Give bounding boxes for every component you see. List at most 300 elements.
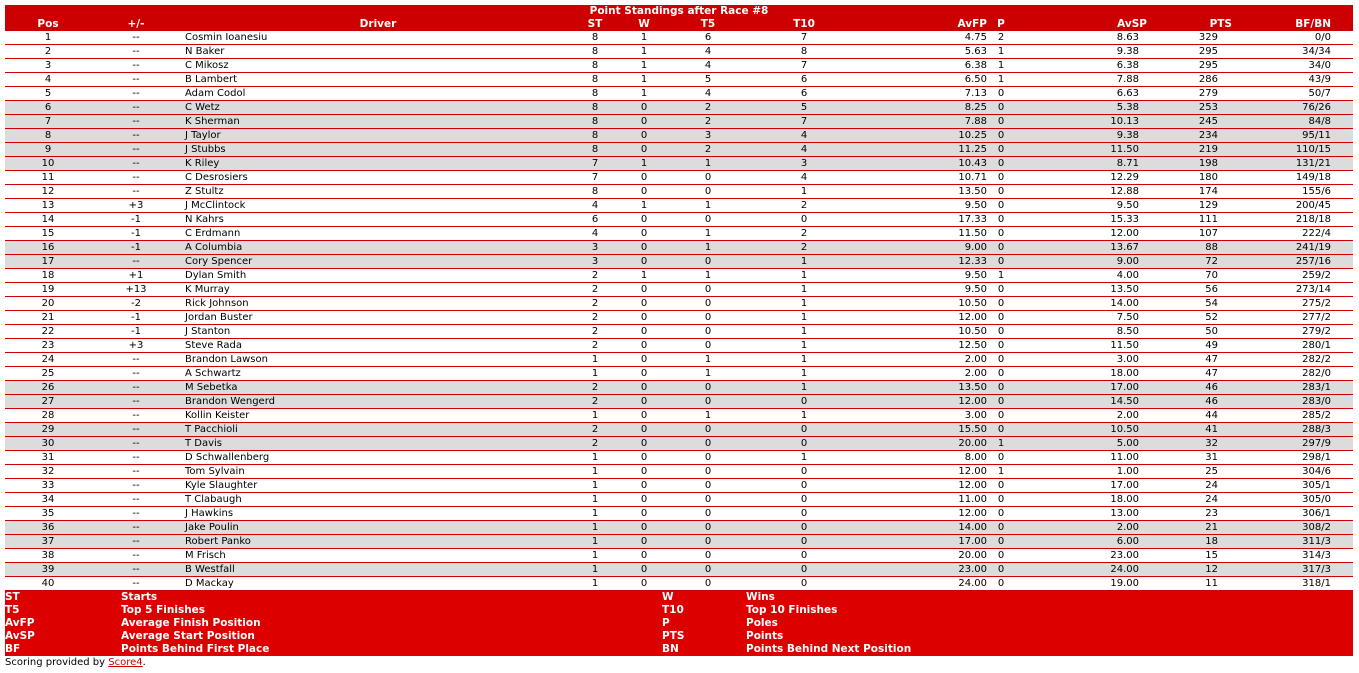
cell-t10: 0: [743, 493, 865, 507]
cell-bfbn: 259/2: [1232, 269, 1353, 283]
cell-t5: 0: [673, 535, 743, 549]
legend-abbr1: ST: [5, 591, 20, 603]
cell-t5: 3: [673, 129, 743, 143]
cell-avfp: 10.43: [865, 157, 987, 171]
cell-st: 1: [575, 521, 615, 535]
cell-t5: 0: [673, 381, 743, 395]
cell-t10: 0: [743, 395, 865, 409]
cell-t10: 1: [743, 409, 865, 423]
cell-pts: 279: [1147, 87, 1232, 101]
cell-driver: Kyle Slaughter: [181, 479, 575, 493]
cell-avsp: 14.50: [1015, 395, 1147, 409]
legend-abbr1: T5: [5, 604, 20, 616]
cell-st: 8: [575, 59, 615, 73]
cell-driver: Tom Sylvain: [181, 465, 575, 479]
cell-pts: 25: [1147, 465, 1232, 479]
score4-link[interactable]: Score4: [108, 657, 143, 668]
cell-pos: 35: [5, 507, 91, 521]
cell-avsp: 19.00: [1015, 577, 1147, 591]
legend-row: [5, 604, 1353, 617]
cell-change: --: [91, 45, 181, 59]
cell-w: 0: [615, 409, 673, 423]
cell-driver: D Mackay: [181, 577, 575, 591]
cell-avfp: 9.50: [865, 283, 987, 297]
cell-change: --: [91, 549, 181, 563]
cell-pos: 16: [5, 241, 91, 255]
cell-t10: 6: [743, 73, 865, 87]
cell-w: 0: [615, 143, 673, 157]
cell-t5: 2: [673, 101, 743, 115]
cell-w: 0: [615, 325, 673, 339]
table-row: [5, 381, 1353, 395]
table-row: [5, 297, 1353, 311]
cell-change: --: [91, 171, 181, 185]
cell-avsp: 2.00: [1015, 409, 1147, 423]
cell-change: --: [91, 479, 181, 493]
cell-st: 1: [575, 409, 615, 423]
cell-st: 8: [575, 87, 615, 101]
cell-driver: T Pacchioli: [181, 423, 575, 437]
table-row: [5, 451, 1353, 465]
table-row: [5, 59, 1353, 73]
table-row: [5, 199, 1353, 213]
cell-t5: 4: [673, 87, 743, 101]
cell-pos: 20: [5, 297, 91, 311]
cell-t5: 0: [673, 577, 743, 591]
cell-t10: 1: [743, 185, 865, 199]
cell-avfp: 4.75: [865, 31, 987, 45]
legend-abbr2: T10: [662, 604, 684, 616]
cell-pts: 31: [1147, 451, 1232, 465]
cell-bfbn: 305/1: [1232, 479, 1353, 493]
table-row: [5, 521, 1353, 535]
cell-avsp: 6.38: [1015, 59, 1147, 73]
cell-driver: K Sherman: [181, 115, 575, 129]
cell-pos: 8: [5, 129, 91, 143]
cell-change: --: [91, 535, 181, 549]
cell-t10: 2: [743, 241, 865, 255]
cell-pts: 72: [1147, 255, 1232, 269]
cell-p: 0: [987, 395, 1015, 409]
cell-change: --: [91, 451, 181, 465]
cell-t5: 1: [673, 409, 743, 423]
cell-change: +13: [91, 283, 181, 297]
cell-change: --: [91, 255, 181, 269]
cell-bfbn: 241/19: [1232, 241, 1353, 255]
cell-t5: 0: [673, 451, 743, 465]
cell-p: 0: [987, 339, 1015, 353]
table-row: [5, 549, 1353, 563]
cell-t10: 2: [743, 199, 865, 213]
cell-t5: 1: [673, 227, 743, 241]
cell-pts: 24: [1147, 479, 1232, 493]
cell-avfp: 6.50: [865, 73, 987, 87]
cell-t10: 1: [743, 269, 865, 283]
cell-avfp: 9.50: [865, 199, 987, 213]
cell-avsp: 12.00: [1015, 227, 1147, 241]
cell-bfbn: 282/0: [1232, 367, 1353, 381]
cell-avsp: 13.50: [1015, 283, 1147, 297]
cell-st: 7: [575, 157, 615, 171]
cell-avfp: 20.00: [865, 437, 987, 451]
cell-t5: 2: [673, 143, 743, 157]
cell-avsp: 10.13: [1015, 115, 1147, 129]
cell-t10: 1: [743, 451, 865, 465]
cell-pts: 245: [1147, 115, 1232, 129]
legend-desc1: Top 5 Finishes: [121, 604, 206, 616]
cell-bfbn: 311/3: [1232, 535, 1353, 549]
cell-t5: 0: [673, 255, 743, 269]
cell-st: 8: [575, 115, 615, 129]
cell-pts: 44: [1147, 409, 1232, 423]
cell-avfp: 8.00: [865, 451, 987, 465]
cell-bfbn: 279/2: [1232, 325, 1353, 339]
cell-pos: 29: [5, 423, 91, 437]
footer: [5, 657, 146, 668]
cell-pos: 15: [5, 227, 91, 241]
cell-change: --: [91, 59, 181, 73]
cell-t5: 0: [673, 563, 743, 577]
cell-bfbn: 305/0: [1232, 493, 1353, 507]
cell-w: 0: [615, 101, 673, 115]
cell-avsp: 7.50: [1015, 311, 1147, 325]
cell-t10: 4: [743, 171, 865, 185]
cell-pos: 28: [5, 409, 91, 423]
cell-t10: 1: [743, 381, 865, 395]
standings-table: [5, 18, 1353, 591]
table-row: [5, 283, 1353, 297]
cell-t5: 0: [673, 465, 743, 479]
table-row: [5, 339, 1353, 353]
cell-avsp: 10.50: [1015, 423, 1147, 437]
cell-driver: J Stubbs: [181, 143, 575, 157]
cell-t5: 2: [673, 115, 743, 129]
cell-t10: 4: [743, 143, 865, 157]
cell-driver: Brandon Wengerd: [181, 395, 575, 409]
cell-st: 8: [575, 129, 615, 143]
cell-avfp: 24.00: [865, 577, 987, 591]
cell-t5: 0: [673, 395, 743, 409]
table-row: [5, 367, 1353, 381]
legend-desc2: Top 10 Finishes: [746, 604, 838, 616]
footer-text: Scoring provided by: [5, 657, 109, 668]
cell-pos: 2: [5, 45, 91, 59]
cell-avfp: 11.50: [865, 227, 987, 241]
cell-st: 2: [575, 297, 615, 311]
cell-t10: 2: [743, 227, 865, 241]
cell-bfbn: 0/0: [1232, 31, 1353, 45]
legend-row: [5, 630, 1353, 643]
cell-w: 0: [615, 507, 673, 521]
legend-row: [5, 591, 1353, 604]
cell-pos: 7: [5, 115, 91, 129]
cell-pts: 18: [1147, 535, 1232, 549]
cell-avsp: 9.38: [1015, 45, 1147, 59]
table-row: [5, 423, 1353, 437]
cell-st: 3: [575, 255, 615, 269]
cell-t10: 7: [743, 31, 865, 45]
cell-p: 0: [987, 311, 1015, 325]
table-row: [5, 437, 1353, 451]
cell-st: 1: [575, 535, 615, 549]
cell-avsp: 17.00: [1015, 479, 1147, 493]
cell-avfp: 20.00: [865, 549, 987, 563]
cell-t5: 0: [673, 493, 743, 507]
cell-w: 0: [615, 185, 673, 199]
cell-w: 0: [615, 255, 673, 269]
cell-avsp: 1.00: [1015, 465, 1147, 479]
cell-p: 1: [987, 45, 1015, 59]
cell-bfbn: 277/2: [1232, 311, 1353, 325]
cell-w: 0: [615, 213, 673, 227]
cell-pts: 70: [1147, 269, 1232, 283]
legend-desc2: Wins: [746, 591, 775, 603]
cell-driver: Z Stultz: [181, 185, 575, 199]
cell-avfp: 13.50: [865, 381, 987, 395]
cell-driver: B Westfall: [181, 563, 575, 577]
cell-p: 0: [987, 549, 1015, 563]
cell-st: 7: [575, 171, 615, 185]
cell-st: 1: [575, 451, 615, 465]
cell-t5: 0: [673, 549, 743, 563]
cell-pos: 26: [5, 381, 91, 395]
cell-w: 0: [615, 395, 673, 409]
cell-t5: 4: [673, 59, 743, 73]
cell-t5: 0: [673, 521, 743, 535]
cell-change: --: [91, 395, 181, 409]
cell-t5: 0: [673, 297, 743, 311]
cell-pos: 40: [5, 577, 91, 591]
cell-t10: 0: [743, 507, 865, 521]
cell-t5: 0: [673, 311, 743, 325]
cell-bfbn: 318/1: [1232, 577, 1353, 591]
col-header-change: +/-: [91, 18, 181, 31]
cell-avsp: 13.67: [1015, 241, 1147, 255]
cell-pos: 1: [5, 31, 91, 45]
cell-t5: 4: [673, 45, 743, 59]
cell-change: --: [91, 143, 181, 157]
cell-st: 1: [575, 577, 615, 591]
cell-st: 6: [575, 213, 615, 227]
cell-w: 0: [615, 465, 673, 479]
cell-bfbn: 95/11: [1232, 129, 1353, 143]
cell-pts: 11: [1147, 577, 1232, 591]
cell-change: --: [91, 129, 181, 143]
cell-avsp: 7.88: [1015, 73, 1147, 87]
cell-st: 1: [575, 353, 615, 367]
cell-avfp: 23.00: [865, 563, 987, 577]
cell-pos: 19: [5, 283, 91, 297]
cell-p: 0: [987, 199, 1015, 213]
cell-avfp: 11.00: [865, 493, 987, 507]
cell-driver: Jordan Buster: [181, 311, 575, 325]
cell-p: 0: [987, 563, 1015, 577]
cell-t10: 7: [743, 115, 865, 129]
cell-change: --: [91, 423, 181, 437]
cell-t5: 0: [673, 507, 743, 521]
cell-driver: Rick Johnson: [181, 297, 575, 311]
cell-change: -2: [91, 297, 181, 311]
legend-desc1: Points Behind First Place: [121, 643, 270, 655]
cell-avfp: 8.25: [865, 101, 987, 115]
cell-w: 0: [615, 227, 673, 241]
cell-t10: 1: [743, 283, 865, 297]
col-header-st: ST: [575, 18, 615, 31]
cell-avfp: 12.00: [865, 507, 987, 521]
cell-w: 1: [615, 73, 673, 87]
cell-change: --: [91, 409, 181, 423]
cell-driver: J Taylor: [181, 129, 575, 143]
legend-abbr1: BF: [5, 643, 21, 655]
cell-w: 1: [615, 269, 673, 283]
cell-pts: 50: [1147, 325, 1232, 339]
cell-driver: J Stanton: [181, 325, 575, 339]
cell-p: 0: [987, 143, 1015, 157]
col-header-p: P: [987, 18, 1015, 31]
legend-abbr1: AvSP: [5, 630, 35, 642]
cell-st: 2: [575, 269, 615, 283]
cell-pos: 10: [5, 157, 91, 171]
cell-pts: 88: [1147, 241, 1232, 255]
cell-change: +3: [91, 339, 181, 353]
cell-avfp: 12.33: [865, 255, 987, 269]
cell-avsp: 24.00: [1015, 563, 1147, 577]
cell-t10: 0: [743, 479, 865, 493]
table-row: [5, 241, 1353, 255]
cell-p: 0: [987, 493, 1015, 507]
cell-p: 0: [987, 241, 1015, 255]
cell-w: 1: [615, 87, 673, 101]
cell-avsp: 18.00: [1015, 493, 1147, 507]
cell-pts: 174: [1147, 185, 1232, 199]
cell-st: 8: [575, 45, 615, 59]
table-row: [5, 185, 1353, 199]
cell-bfbn: 218/18: [1232, 213, 1353, 227]
cell-bfbn: 34/0: [1232, 59, 1353, 73]
table-row: [5, 171, 1353, 185]
cell-st: 2: [575, 339, 615, 353]
cell-st: 2: [575, 381, 615, 395]
col-header-avsp: AvSP: [1015, 18, 1147, 31]
cell-st: 2: [575, 423, 615, 437]
table-row: [5, 129, 1353, 143]
col-header-pts: PTS: [1147, 18, 1232, 31]
cell-pos: 21: [5, 311, 91, 325]
cell-t10: 1: [743, 311, 865, 325]
cell-w: 0: [615, 437, 673, 451]
cell-avfp: 12.00: [865, 465, 987, 479]
cell-st: 1: [575, 367, 615, 381]
cell-avfp: 12.50: [865, 339, 987, 353]
cell-pos: 34: [5, 493, 91, 507]
cell-w: 0: [615, 521, 673, 535]
cell-p: 0: [987, 535, 1015, 549]
cell-pts: 219: [1147, 143, 1232, 157]
cell-t10: 1: [743, 255, 865, 269]
cell-t10: 0: [743, 577, 865, 591]
cell-avfp: 2.00: [865, 353, 987, 367]
cell-bfbn: 50/7: [1232, 87, 1353, 101]
cell-pos: 18: [5, 269, 91, 283]
cell-change: -1: [91, 325, 181, 339]
cell-t5: 1: [673, 241, 743, 255]
cell-p: 0: [987, 521, 1015, 535]
cell-pos: 14: [5, 213, 91, 227]
cell-bfbn: 155/6: [1232, 185, 1353, 199]
cell-p: 0: [987, 213, 1015, 227]
table-row: [5, 31, 1353, 45]
cell-st: 1: [575, 465, 615, 479]
cell-w: 0: [615, 423, 673, 437]
cell-pos: 38: [5, 549, 91, 563]
cell-pts: 46: [1147, 395, 1232, 409]
cell-t10: 7: [743, 59, 865, 73]
cell-w: 1: [615, 199, 673, 213]
cell-w: 0: [615, 549, 673, 563]
cell-p: 0: [987, 423, 1015, 437]
cell-pos: 33: [5, 479, 91, 493]
cell-driver: D Schwallenberg: [181, 451, 575, 465]
cell-w: 0: [615, 577, 673, 591]
cell-pos: 4: [5, 73, 91, 87]
cell-avsp: 12.88: [1015, 185, 1147, 199]
cell-p: 2: [987, 31, 1015, 45]
cell-change: -1: [91, 241, 181, 255]
table-row: [5, 563, 1353, 577]
table-row: [5, 115, 1353, 129]
table-row: [5, 577, 1353, 591]
cell-p: 0: [987, 283, 1015, 297]
cell-driver: C Erdmann: [181, 227, 575, 241]
cell-p: 0: [987, 451, 1015, 465]
cell-t10: 0: [743, 563, 865, 577]
table-row: [5, 325, 1353, 339]
cell-avsp: 9.00: [1015, 255, 1147, 269]
cell-pts: 198: [1147, 157, 1232, 171]
cell-avfp: 10.25: [865, 129, 987, 143]
cell-t5: 0: [673, 283, 743, 297]
cell-bfbn: 76/26: [1232, 101, 1353, 115]
cell-p: 1: [987, 59, 1015, 73]
cell-driver: M Frisch: [181, 549, 575, 563]
cell-driver: J McClintock: [181, 199, 575, 213]
cell-avfp: 10.71: [865, 171, 987, 185]
cell-change: --: [91, 521, 181, 535]
cell-pos: 37: [5, 535, 91, 549]
cell-pos: 12: [5, 185, 91, 199]
cell-w: 1: [615, 45, 673, 59]
cell-change: --: [91, 381, 181, 395]
cell-st: 4: [575, 199, 615, 213]
cell-pts: 12: [1147, 563, 1232, 577]
cell-avsp: 18.00: [1015, 367, 1147, 381]
cell-w: 0: [615, 115, 673, 129]
cell-pos: 31: [5, 451, 91, 465]
cell-st: 8: [575, 73, 615, 87]
cell-avfp: 10.50: [865, 297, 987, 311]
table-row: [5, 87, 1353, 101]
cell-bfbn: 257/16: [1232, 255, 1353, 269]
table-row: [5, 101, 1353, 115]
cell-w: 0: [615, 311, 673, 325]
cell-bfbn: 200/45: [1232, 199, 1353, 213]
cell-t5: 0: [673, 479, 743, 493]
col-header-pos: Pos: [5, 18, 91, 31]
cell-w: 0: [615, 381, 673, 395]
cell-change: --: [91, 437, 181, 451]
cell-pts: 253: [1147, 101, 1232, 115]
cell-change: --: [91, 577, 181, 591]
